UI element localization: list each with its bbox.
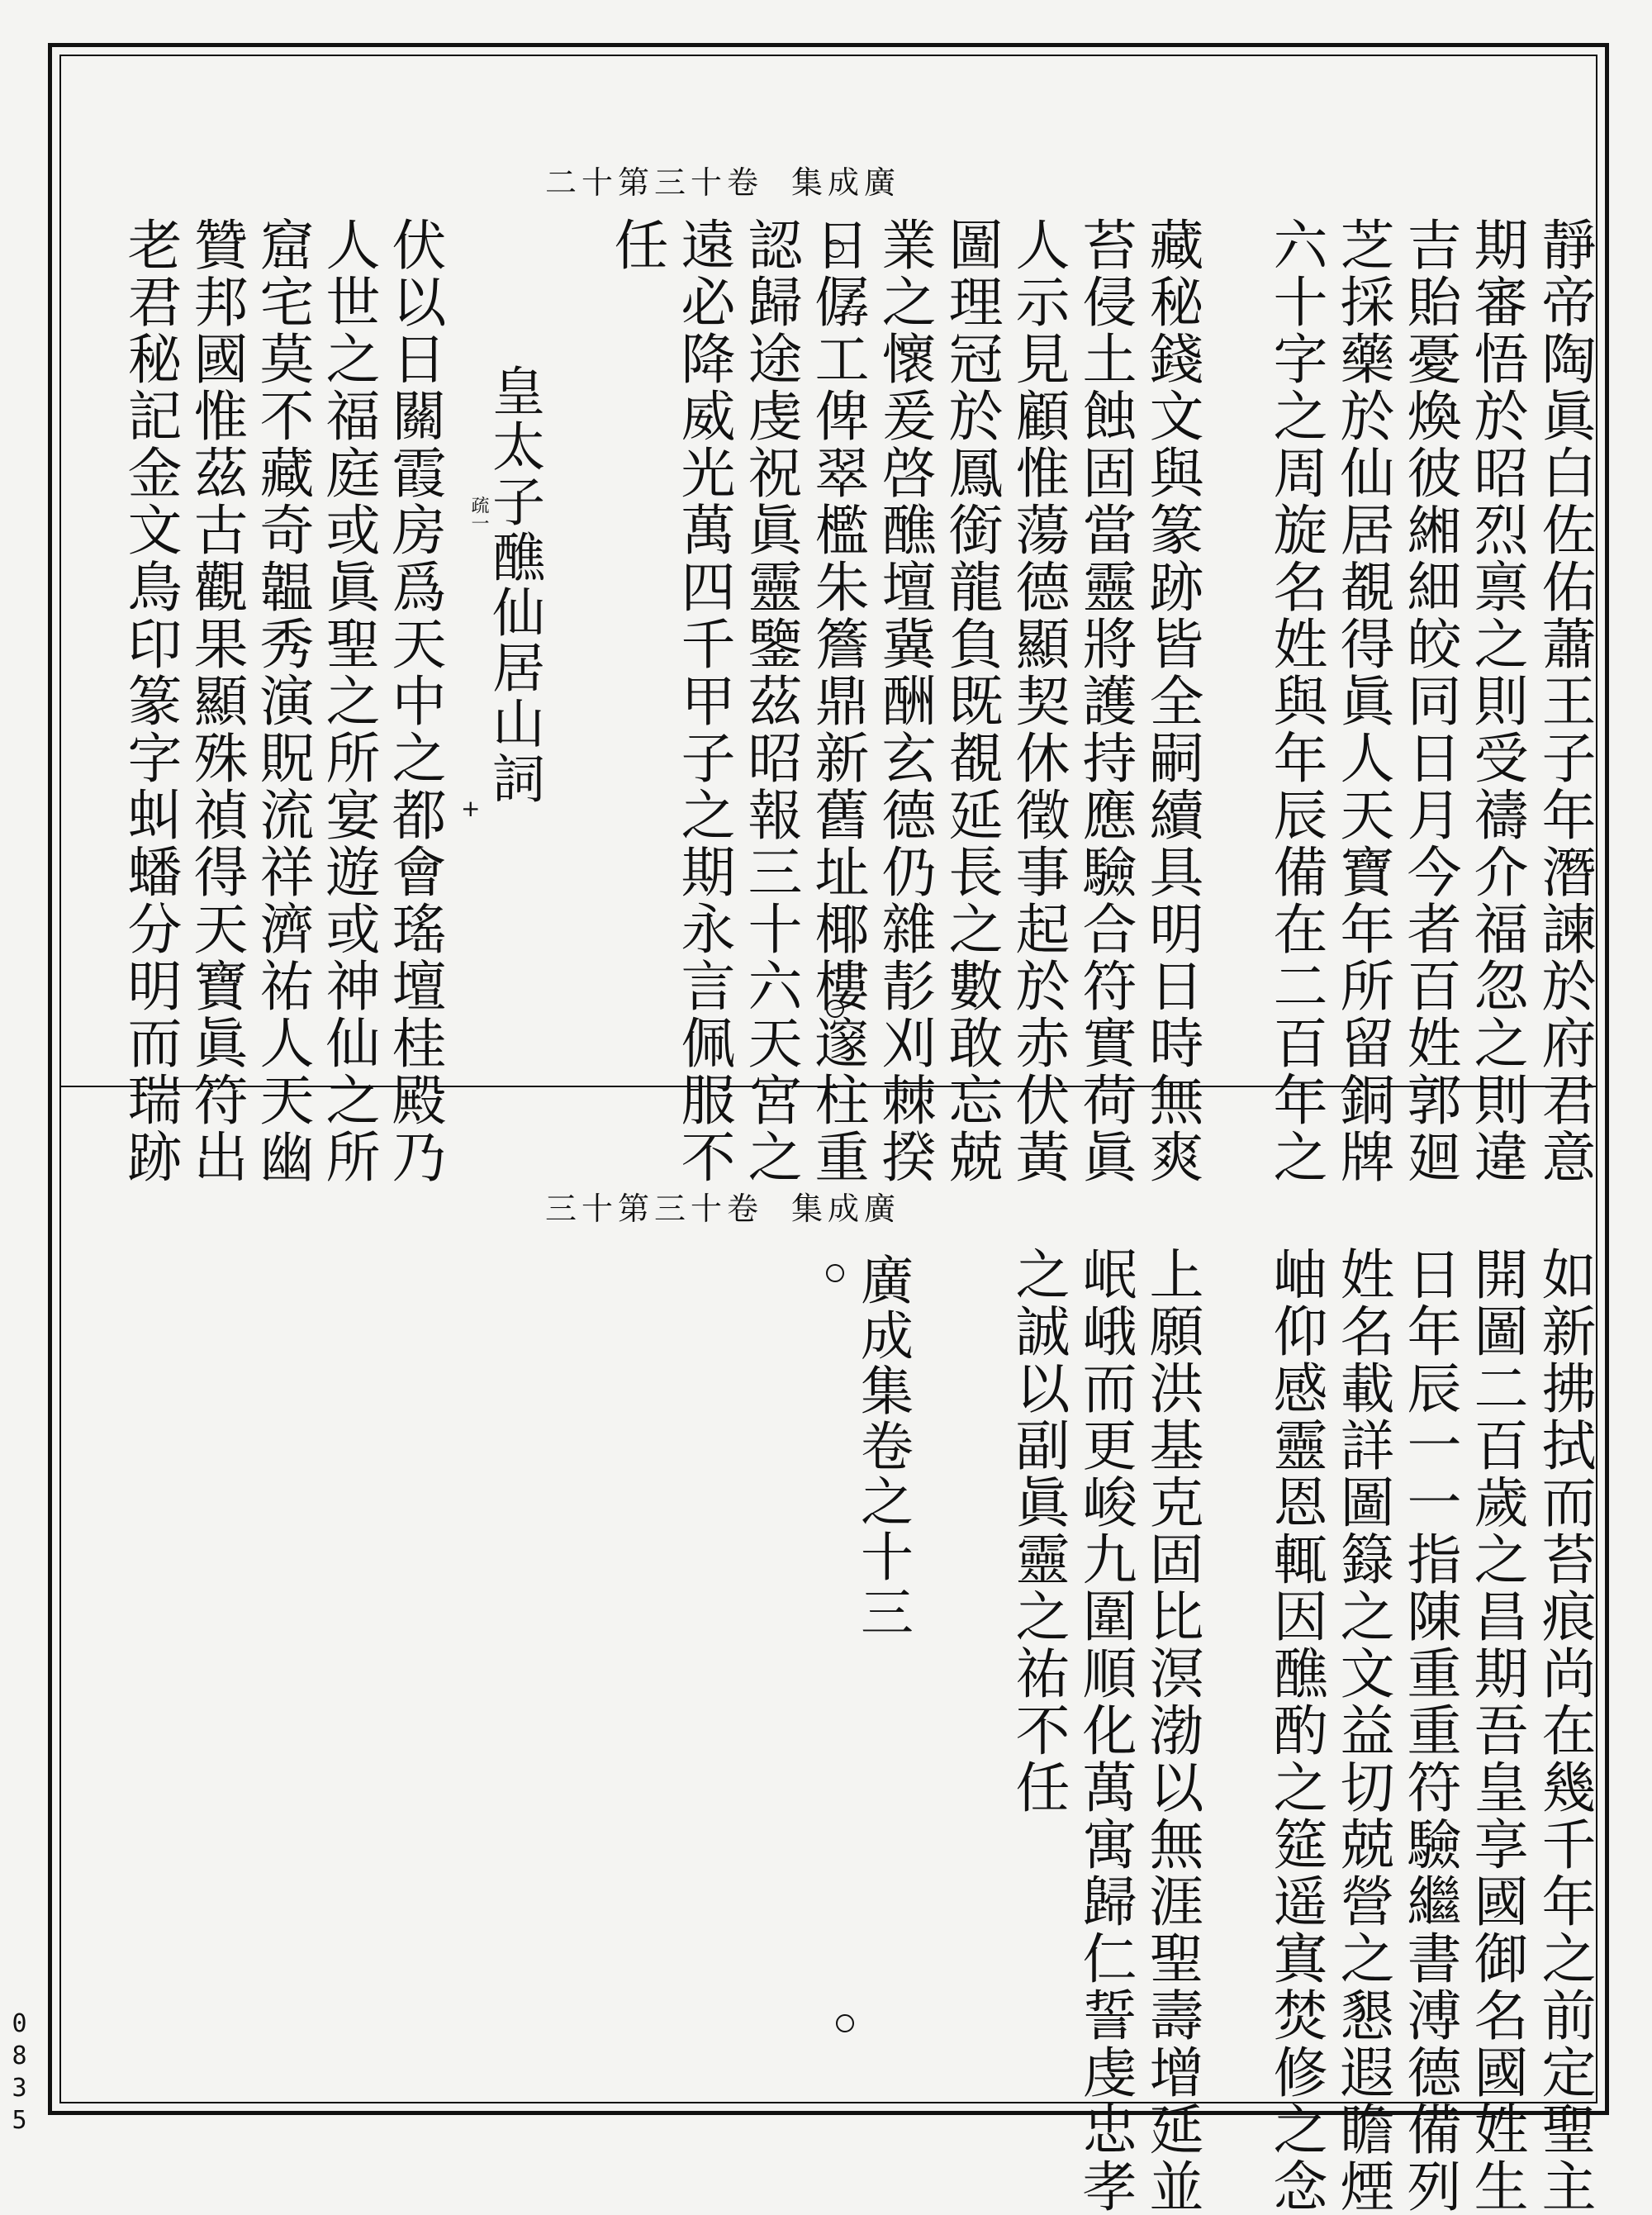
text-column: 姓名載詳圖籙之文益切兢營之懇遐瞻煙	[1331, 1246, 1394, 2215]
text-column: 圖理冠於鳳銜龍負既覩延長之數敢忘兢	[939, 216, 1003, 1186]
text-column: 人世之福庭或眞聖之所宴遊或神仙之所	[316, 216, 380, 1186]
end-title: 廣成集卷之十三	[852, 1252, 913, 1640]
bottom-header-volume: 卷十三第十三	[545, 1191, 764, 1227]
punctuation-circle	[826, 1000, 844, 1018]
text-column: 六十字之周旋名姓與年辰備在二百年之	[1264, 216, 1327, 1186]
cross-mark: +	[461, 795, 481, 822]
punctuation-circle	[836, 2014, 854, 2032]
top-header-volume: 卷十三第十二	[545, 164, 764, 201]
text-column: 人示見顧惟蕩德顯契休徵事起於赤伏黃	[1006, 216, 1070, 1186]
text-column: 岫仰感靈恩輒因醮酌之筵遥寘焚修之念	[1264, 1246, 1327, 2215]
text-column: 芝採藥於仙居覩得眞人天寶年所留銅牌	[1331, 216, 1394, 1186]
text-column: 苔侵土蝕固當靈將護持應驗合符實荷眞	[1073, 216, 1137, 1186]
top-header-book: 廣成集	[791, 164, 901, 201]
text-column: 岷峨而更峻九圍順化萬寓歸仁誓虔忠孝	[1073, 1246, 1137, 2215]
section-note: 疏一	[468, 496, 489, 532]
text-column: 窟宅莫不藏奇韞秀演貺流祥濟祐人天幽	[250, 216, 314, 1186]
text-column: 上願洪基克固比溟渤以無涯聖壽增延並	[1140, 1246, 1203, 2215]
text-column: 認歸途虔祝眞靈鑒茲昭報三十六天宮之	[738, 216, 802, 1186]
text-column: 之誠以副眞靈之祐不任	[1006, 1246, 1070, 1816]
text-column: 藏秘錢文與篆跡皆全嗣續具明日時無爽	[1140, 216, 1203, 1186]
section-title: 皇太子醮仙居山詞	[483, 364, 544, 806]
top-running-header	[545, 157, 900, 202]
text-column: 靜帝陶眞白佐佑蕭王子年潛諫於府君意	[1532, 216, 1596, 1186]
page-number: 0835	[5, 2009, 34, 2138]
text-column: 贊邦國惟茲古觀果顯殊禎得天寶眞符出	[184, 216, 248, 1186]
punctuation-circle	[826, 240, 844, 258]
punctuation-circle	[826, 1264, 844, 1282]
text-column: 開圖二百歲之昌期吾皇享國御名國姓生	[1464, 1246, 1528, 2215]
text-column: 業之懷爰啓醮壇冀酬玄德仍雜𩇕刈棘揆	[872, 216, 936, 1186]
text-column: 日年辰一一指陳重重符驗繼書溥德備列	[1398, 1246, 1461, 2215]
text-column: 如新拂拭而苔痕尚在幾千年之前定聖主	[1532, 1246, 1596, 2215]
text-column: 吉貽憂煥彼緗細皎同日月今者百姓郭廻	[1398, 216, 1461, 1186]
bottom-running-header	[545, 1183, 900, 1229]
text-column: 遠必降威光萬四千甲子之期永言佩服不	[672, 216, 735, 1186]
text-column: 任	[605, 216, 668, 273]
text-column: 老君秘記金文鳥印篆字虯蟠分明而瑞跡	[118, 216, 182, 1186]
text-column: 期審悟於昭烈禀之則受禱介福忽之則違	[1464, 216, 1528, 1186]
text-column: 日僝工俾翠檻朱簷鼎新舊址椰樓邃柱重	[805, 216, 869, 1186]
bottom-header-book: 廣成集	[791, 1191, 901, 1227]
text-column: 伏以日關霞房爲天中之都會瑤壇桂殿乃	[382, 216, 446, 1186]
